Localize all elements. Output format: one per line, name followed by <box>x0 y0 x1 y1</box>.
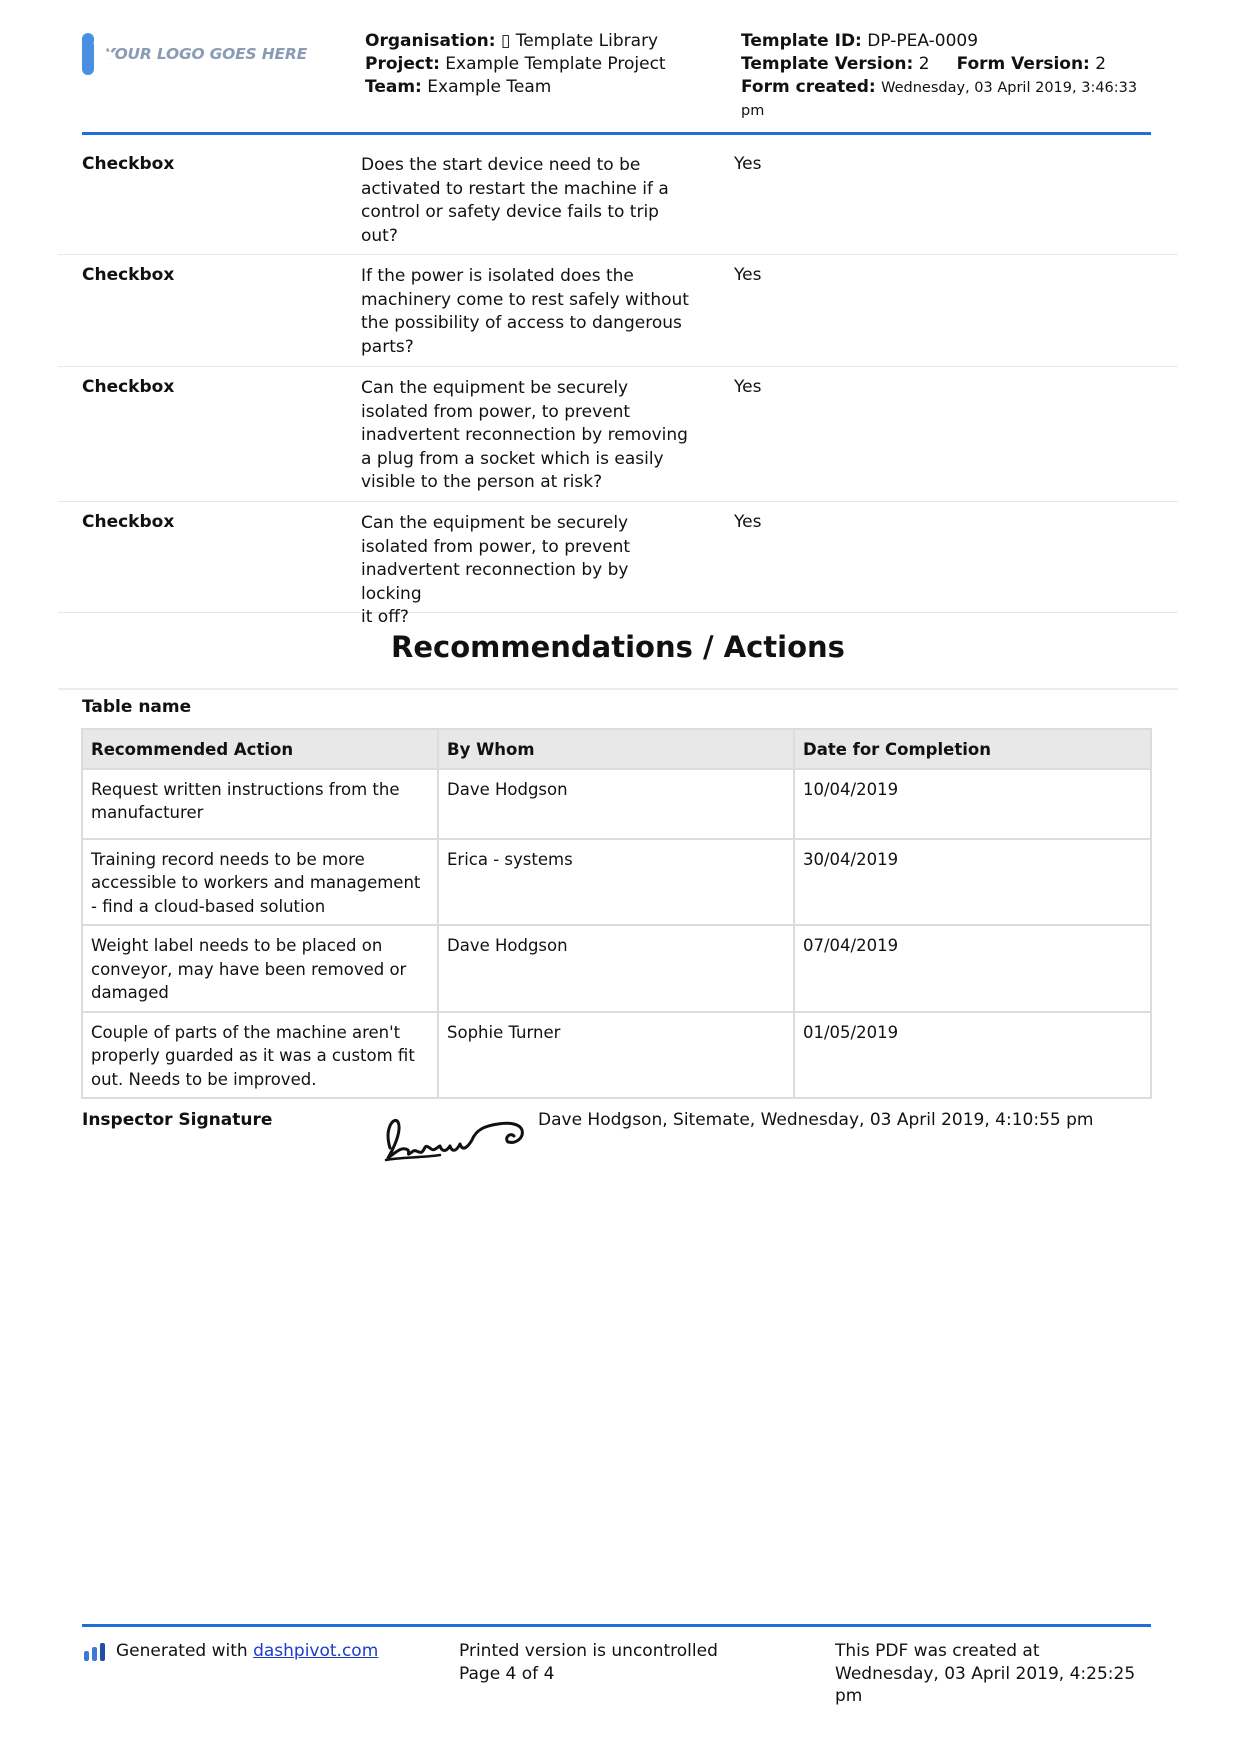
checkbox-row-label: Checkbox <box>82 377 175 397</box>
project-line <box>365 53 666 76</box>
question-line: inadvertent reconnection by removing <box>361 425 688 445</box>
action-line: Couple of parts of the machine aren't <box>91 1022 401 1042</box>
organisation-label: Organisation: <box>365 31 496 51</box>
inspector-signature-label: Inspector Signature <box>82 1110 273 1130</box>
checkbox-row-question <box>361 512 691 630</box>
question-line: activated to restart the machine if a <box>361 178 669 199</box>
created-line: Wednesday, 03 April 2019, 4:25:25 <box>835 1663 1136 1684</box>
checkbox-row-answer: Yes <box>734 154 762 174</box>
checkbox-row-label: Checkbox <box>82 154 175 174</box>
signature-image <box>380 1108 530 1166</box>
team-label: Team: <box>365 77 422 97</box>
action-cell <box>82 1012 438 1099</box>
question-line: inadvertent reconnection by by locking <box>361 560 629 604</box>
version-line <box>741 53 1137 76</box>
action-line: Request written instructions from the <box>91 779 400 799</box>
action-cell <box>82 769 438 839</box>
dashpivot-bars-icon <box>84 1643 110 1661</box>
action-line: - find a cloud-based solution <box>91 896 326 916</box>
question-line: isolated from power, to prevent <box>361 401 631 422</box>
form-version-label: Form Version: <box>956 54 1090 74</box>
action-line: Training record needs to be more <box>91 849 365 869</box>
checkbox-row-question <box>361 377 691 495</box>
question-line: machinery come to rest safely without <box>361 289 689 310</box>
by-whom-cell: Sophie Turner <box>438 1012 794 1099</box>
template-id-value: DP-PEA-0009 <box>867 31 979 51</box>
logo-text: YOUR LOGO GOES HERE <box>104 45 307 63</box>
footer-generated <box>116 1640 378 1663</box>
form-created-label: Form created: <box>741 77 876 97</box>
checkbox-row-question <box>361 154 691 248</box>
question-line: it off? <box>361 607 409 627</box>
question-line: a plug from a socket which is easily <box>361 448 664 469</box>
table-row <box>82 925 1151 1012</box>
question-line: control or safety device fails to trip <box>361 202 659 222</box>
checkbox-row <box>58 377 1178 502</box>
date-cell: 01/05/2019 <box>794 1012 1151 1099</box>
team-value: Example Team <box>427 77 552 97</box>
action-line: properly guarded as it was a custom fit <box>91 1046 415 1065</box>
action-cell <box>82 925 438 1012</box>
by-whom-cell: Dave Hodgson <box>438 769 794 839</box>
question-line: visible to the person at risk? <box>361 472 603 492</box>
form-created-value-cont: pm <box>741 103 765 119</box>
action-line: out. Needs to be improved. <box>91 1069 317 1089</box>
column-header-date-for-completion: Date for Completion <box>794 729 1151 769</box>
checkbox-row-label: Checkbox <box>82 265 175 285</box>
footer-created <box>835 1640 1135 1708</box>
date-cell: 10/04/2019 <box>794 769 1151 839</box>
footer-divider <box>82 1624 1151 1627</box>
checkbox-row-label: Checkbox <box>82 512 175 532</box>
project-label: Project: <box>365 54 440 74</box>
table-row <box>82 769 1151 839</box>
header-divider <box>82 132 1151 135</box>
by-whom-cell: Erica - systems <box>438 839 794 926</box>
checkbox-row-answer: Yes <box>734 377 762 397</box>
question-line: out? <box>361 225 398 246</box>
team-line <box>365 76 666 99</box>
question-line: Does the start device need to be <box>361 155 641 175</box>
table-row <box>82 839 1151 926</box>
organisation-line <box>365 30 666 53</box>
date-cell: 07/04/2019 <box>794 925 1151 1012</box>
table-header-row <box>82 729 1151 769</box>
table-name: Table name <box>82 697 192 717</box>
template-id-label: Template ID: <box>741 31 862 51</box>
generated-prefix: Generated with <box>116 1641 248 1661</box>
logo-icon <box>82 33 94 75</box>
project-value: Example Template Project <box>445 54 666 74</box>
header-organisation-block <box>365 30 666 99</box>
question-line: Can the equipment be securely <box>361 513 629 533</box>
form-created-value: Wednesday, 03 April 2019, 3:46:33 <box>881 80 1138 96</box>
organisation-value: ▯ Template Library <box>500 31 659 51</box>
signature-details: Dave Hodgson, Sitemate, Wednesday, 03 April 2019, 4:10:55 pm <box>538 1110 1094 1130</box>
action-cell <box>82 839 438 926</box>
checkbox-row-answer: Yes <box>734 512 762 532</box>
table-row <box>82 1012 1151 1099</box>
question-line: parts? <box>361 336 414 357</box>
column-header-by-whom: By Whom <box>438 729 794 769</box>
actions-table <box>81 728 1152 1099</box>
template-id-line <box>741 30 1137 53</box>
dashpivot-link[interactable]: dashpivot.com <box>253 1641 379 1661</box>
created-line: pm <box>835 1686 863 1706</box>
section-title: Recommendations / Actions <box>391 630 845 664</box>
action-line: manufacturer <box>91 803 204 822</box>
form-version-value: 2 <box>1095 54 1107 74</box>
column-header-recommended-action: Recommended Action <box>82 729 438 769</box>
checkbox-row-question <box>361 265 691 359</box>
action-line: conveyor, may have been removed or <box>91 959 407 979</box>
created-line: This PDF was created at <box>835 1641 1040 1661</box>
by-whom-cell: Dave Hodgson <box>438 925 794 1012</box>
date-cell: 30/04/2019 <box>794 839 1151 926</box>
printed-notice: Printed version is uncontrolled <box>459 1641 718 1661</box>
header-template-block <box>741 30 1137 123</box>
company-logo <box>82 32 307 76</box>
question-line: Can the equipment be securely <box>361 378 629 398</box>
checkbox-row <box>58 512 1178 627</box>
template-version-value: 2 <box>918 54 930 74</box>
question-line: the possibility of access to dangerous <box>361 313 682 333</box>
action-line: accessible to workers and management <box>91 873 421 892</box>
question-line: If the power is isolated does the <box>361 266 634 286</box>
checkbox-row-answer: Yes <box>734 265 762 285</box>
question-line: isolated from power, to prevent <box>361 536 631 557</box>
checkbox-row <box>58 265 1178 367</box>
template-version-label: Template Version: <box>741 54 914 74</box>
section-divider <box>58 688 1178 690</box>
checkbox-row <box>58 154 1178 255</box>
action-line: damaged <box>91 983 169 1002</box>
action-line: Weight label needs to be placed on <box>91 936 383 955</box>
page-number: Page 4 of 4 <box>459 1663 555 1684</box>
footer-printed <box>459 1640 718 1685</box>
form-created-line <box>741 76 1137 100</box>
